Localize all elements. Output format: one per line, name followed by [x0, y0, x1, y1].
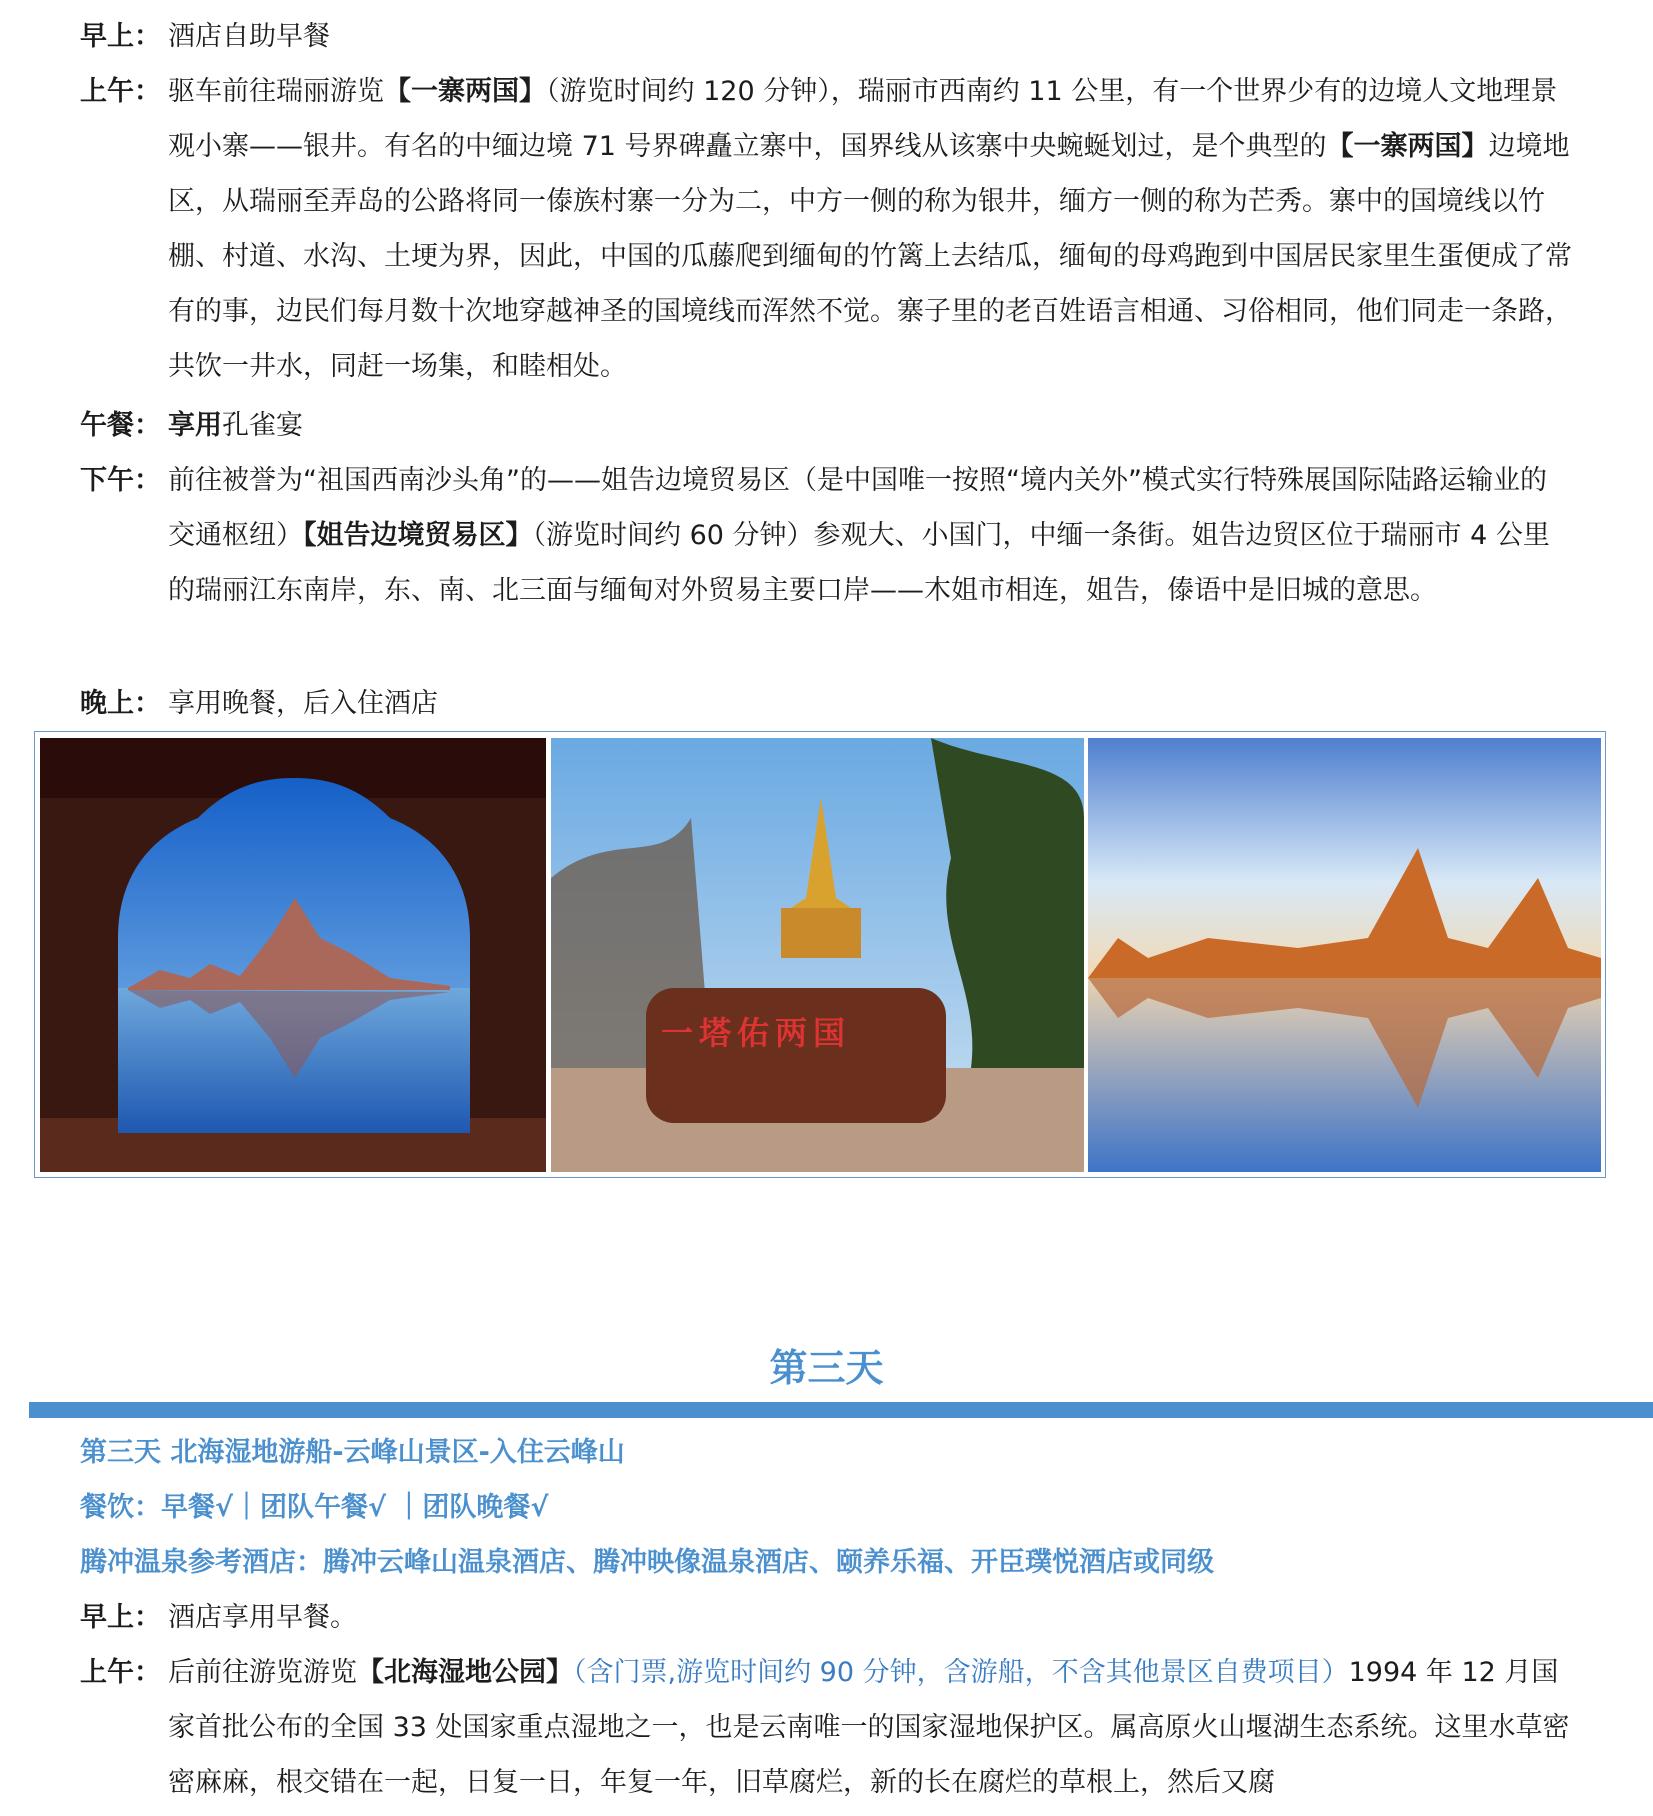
morning-text-2: （游览时间约 120 分钟），瑞丽市西南约 11 公里，有一个世界少有的边境人文地理景观小寨——银井。有名的中缅边境 71 号界碑矗立寨中，国界线从该寨中央蜿蜒划过，是个典型的: [168, 76, 1558, 162]
day3-morning-highlight: 【北海湿地公园】: [357, 1657, 573, 1688]
morning-label: 上午：: [80, 76, 161, 107]
afternoon-paragraph: [168, 453, 1573, 618]
morning-highlight-1: 【一寨两国】: [384, 76, 546, 107]
photo-pagoda-reflection: [1088, 738, 1601, 1172]
day-title: 第三天: [769, 1346, 884, 1390]
breakfast-label: 早上：: [80, 21, 161, 52]
day3-morning-label: 上午：: [80, 1657, 161, 1688]
day3-morning-row: [80, 1645, 1573, 1810]
lunch-row: [80, 398, 1573, 453]
morning-text-3: 边境地区，从瑞丽至弄岛的公路将同一傣族村寨一分为二，中方一侧的称为银井，缅方一侧的称为芒秀。寨中的国境线以竹棚、村道、水沟、土埂为界，因此，中国的瓜藤爬到缅甸的竹篱上去结瓜，缅甸的母鸡跑到中国居民家里生蛋便成了常有的事，边民们每月数十次地穿越神圣的国境线而浑然不觉。寨子里的老百姓语言相通、习俗相同，他们同走一条路，共饮一井水，同赶一场集，和睦相处。: [168, 131, 1572, 382]
stone-inscription: 一塔佑两国: [661, 1014, 852, 1052]
day3-route: 第三天 北海湿地游船-云峰山景区-入住云峰山: [80, 1437, 625, 1468]
day3-hotel: 腾冲温泉参考酒店：腾冲云峰山温泉酒店、腾冲映像温泉酒店、颐养乐福、开臣璞悦酒店或同级: [80, 1547, 1214, 1578]
evening-text: 享用晚餐，后入住酒店: [168, 688, 438, 719]
day3-meals: 餐饮：早餐√｜团队午餐√ ｜团队晚餐√: [80, 1492, 549, 1523]
lunch-text: [168, 398, 1573, 453]
afternoon-row: [80, 453, 1573, 618]
morning-text-1: 驱车前往瑞丽游览: [168, 76, 384, 107]
afternoon-text-1: 前往被誉为“祖国西南沙头角”的——姐告边境贸易区（是中国唯一按照“境内关外”模式实行特殊展国际陆路运输业的交通枢纽）: [168, 465, 1547, 551]
afternoon-highlight: 【姐告边境贸易区】: [303, 520, 533, 551]
morning-paragraph: [168, 64, 1573, 394]
lunch-bold: 享用: [168, 410, 222, 441]
lunch-name: 孔雀宴: [222, 410, 303, 441]
day3-morning-paragraph: [168, 1645, 1573, 1810]
day3-morning-text-1: 后前往游览游览: [168, 1657, 357, 1688]
evening-row: [80, 676, 1573, 731]
evening-label: 晚上：: [80, 688, 161, 719]
day3-morning-text-2: 1994 年 12 月国家首批公布的全国 33 处国家重点湿地之一，也是云南唯一的国家湿地保护区。属高原火山堰湖生态系统。这里水草密密麻麻，根交错在一起，日复一日，年复一年，旧草腐烂，新的长在腐烂的草根上，然后又腐: [168, 1657, 1570, 1798]
morning-row: [80, 64, 1573, 394]
lunch-label: 午餐：: [80, 410, 161, 441]
day3-breakfast-text: 酒店享用早餐。: [168, 1602, 357, 1633]
photo-golden-pagoda: [551, 738, 1084, 1172]
photo-arch-window: [40, 738, 546, 1172]
morning-highlight-2: 【一寨两国】: [1326, 131, 1489, 162]
day3-breakfast-row: [80, 1590, 1573, 1645]
day3-morning-note: （含门票,游览时间约 90 分钟，含游船，不含其他景区自费项目）: [573, 1657, 1349, 1688]
day-divider-bar: [29, 1402, 1653, 1418]
breakfast-text: 酒店自助早餐: [168, 21, 330, 52]
photo-strip: [34, 731, 1606, 1178]
afternoon-label: 下午：: [80, 465, 161, 496]
day3-breakfast-label: 早上：: [80, 1602, 161, 1633]
breakfast-row: [80, 9, 1573, 64]
afternoon-text-2: （游览时间约 60 分钟）参观大、小国门，中缅一条街。姐告边贸区位于瑞丽市 4 公里的瑞丽江东南岸，东、南、北三面与缅甸对外贸易主要口岸——木姐市相连，姐告，傣语中是旧城的意思。: [168, 520, 1550, 606]
